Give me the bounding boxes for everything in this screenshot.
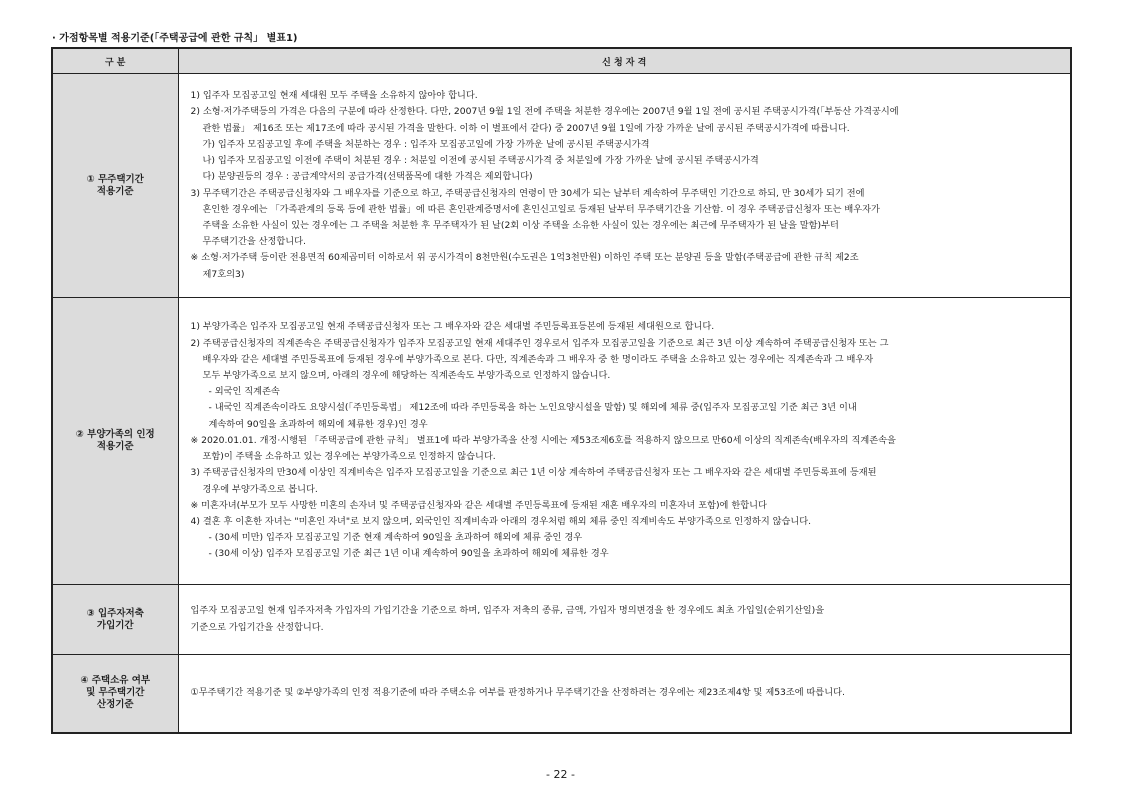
eligibility-table bbox=[51, 47, 1072, 734]
table-row bbox=[52, 298, 1071, 585]
content-line: 3) 주택공급신청자의 만30세 이상인 직계비속은 입주자 모집공고일을 기준으로 최근 1년 이상 계속하여 주택공급신청자 또는 그 배우자와 같은 세대별 주민등록표에 등재된 bbox=[190, 467, 877, 479]
content-line: - (30세 미만) 입주자 모집공고일 기준 현재 계속하여 90일을 초과하여 해외에 체류 중인 경우 bbox=[208, 532, 583, 544]
content-line: 모두 부양가족으로 보지 않으며, 아래의 경우에 해당하는 직계존속도 부양가족으로 인정하지 않습니다. bbox=[202, 370, 611, 382]
content-line: - (30세 이상) 입주자 모집공고일 기준 최근 1년 이내 계속하여 90일을 초과하여 해외에 체류한 경우 bbox=[208, 548, 609, 560]
content-line: ①무주택기간 적용기준 및 ②부양가족의 인정 적용기준에 따라 주택소유 여부를 판정하거나 무주택기간을 산정하려는 경우에는 제23조제4항 및 제53조에 따릅니다. bbox=[190, 687, 845, 699]
row-label: ④ 주택소유 여부 및 무주택기간 산정기준 bbox=[52, 655, 178, 733]
content-line: 계속하여 90일을 초과하여 해외에 체류한 경우)인 경우 bbox=[208, 418, 428, 430]
content-line: ※ 미혼자녀(부모가 모두 사망한 미혼의 손자녀 및 주택공급신청자와 같은 세대별 주민등록표에 등재된 재혼 배우자의 미혼자녀 포함)에 한합니다 bbox=[190, 499, 767, 511]
content-line: 경우에 부양가족으로 봅니다. bbox=[202, 483, 318, 495]
content-line: 혼인한 경우에는 「가족관계의 등록 등에 관한 법률」에 따른 혼인관계증명서에 혼인신고일로 등재된 날부터 무주택기간을 기산함. 이 경우 주택공급신청자 또는 배우자가 bbox=[202, 203, 880, 215]
row-content bbox=[178, 585, 1071, 655]
row-label: ③ 입주자저축 가입기간 bbox=[52, 585, 178, 655]
content-line: - 외국인 직계존속 bbox=[208, 386, 280, 398]
row-content bbox=[178, 74, 1071, 298]
content-line: 다) 분양권등의 경우 : 공급계약서의 공급가격(선택품목에 대한 가격은 제외합니다) bbox=[202, 171, 533, 183]
table-row bbox=[52, 655, 1071, 733]
row-label: ① 무주택기간 적용기준 bbox=[52, 74, 178, 298]
content-line: 입주자 모집공고일 현재 입주자저축 가입자의 가입기간을 기준으로 하며, 입주자 저축의 종류, 금액, 가입자 명의변경을 한 경우에도 최초 가입일(순위기산일)을 bbox=[190, 605, 825, 617]
content-line: 무주택기간을 산정합니다. bbox=[202, 236, 306, 248]
content-line: 가) 입주자 모집공고일 후에 주택을 처분하는 경우 : 입주자 모집공고일에 가장 가까운 날에 공시된 주택공시가격 bbox=[202, 138, 650, 150]
content-line: 관한 법률」 제16조 또는 제17조에 따라 공시된 가격을 말한다. 이하 이 별표에서 같다) 중 2007년 9월 1일에 가장 가까운 날에 공시된 주택공시가격에 따릅니다. bbox=[202, 122, 850, 134]
header-category: 구 분 bbox=[52, 48, 178, 74]
content-line: 제7호의3) bbox=[202, 268, 245, 280]
content-line: ※ 소형·저가주택 등이란 전용면적 60제곱미터 이하로서 위 공시가격이 8천만원(수도권은 1억3천만원) 이하인 주택 또는 분양권 등을 말함(주택공급에 관한 규칙 제2조 bbox=[190, 252, 859, 264]
content-line: 나) 입주자 모집공고일 이전에 주택이 처분된 경우 : 처분일 이전에 공시된 주택공시가격 중 처분일에 가장 가까운 날에 공시된 주택공시가격 bbox=[202, 155, 759, 167]
row-content bbox=[178, 655, 1071, 733]
row-content bbox=[178, 298, 1071, 585]
row-label: ② 부양가족의 인정 적용기준 bbox=[52, 298, 178, 585]
table-row bbox=[52, 585, 1071, 655]
table-row bbox=[52, 74, 1071, 298]
content-line: 2) 소형·저가주택등의 가격은 다음의 구분에 따라 산정한다. 다만, 2007년 9월 1일 전에 주택을 처분한 경우에는 2007년 9월 1일 전에 공시된 주택공시가격(「부동산 가격공시에 bbox=[190, 106, 899, 118]
content-line: 4) 결혼 후 이혼한 자녀는 "미혼인 자녀"로 보지 않으며, 외국인인 직계비속과 아래의 경우처럼 해외 체류 중인 직계비속도 부양가족으로 인정하지 않습니다. bbox=[190, 515, 812, 527]
content-line: 1) 입주자 모집공고일 현재 세대원 모두 주택을 소유하지 않아야 합니다. bbox=[190, 90, 478, 102]
page-number: - 22 - bbox=[546, 768, 575, 781]
document-title: · 가점항목별 적용기준(「주택공급에 관한 규칙」 별표1) bbox=[52, 33, 298, 44]
content-line: - 내국인 직계존속이라도 요양시설(「주민등록법」 제12조에 따라 주민등록을 하는 노인요양시설을 말함) 및 해외에 체류 중(입주자 모집공고일 기준 최근 3년 이내 bbox=[208, 402, 857, 414]
content-line: 3) 무주택기간은 주택공급신청자와 그 배우자를 기준으로 하고, 주택공급신청자의 연령이 만 30세가 되는 날부터 계속하여 무주택인 기간으로 하되, 만 30세가 되기 전에 bbox=[190, 187, 865, 199]
content-line: 1) 부양가족은 입주자 모집공고일 현재 주택공급신청자 또는 그 배우자와 같은 세대별 주민등록표등본에 등재된 세대원으로 합니다. bbox=[190, 321, 715, 333]
content-line: 기준으로 가입기간을 산정합니다. bbox=[190, 621, 324, 633]
content-line: 배우자와 같은 세대별 주민등록표에 등재된 경우에 부양가족으로 본다. 다만, 직계존속과 그 배우자 중 한 명이라도 주택을 소유하고 있는 경우에는 직계존속과 그 배우자 bbox=[202, 353, 874, 365]
header-qualification: 신 청 자 격 bbox=[178, 48, 1071, 74]
content-line: ※ 2020.01.01. 개정·시행된 「주택공급에 관한 규칙」 별표1에 따라 부양가족을 산정 시에는 제53조제6호를 적용하지 않으므로 만60세 이상의 직계존속(배우자의 직계존속을 bbox=[190, 434, 896, 446]
table-header-row bbox=[52, 48, 1071, 74]
content-line: 포함)이 주택을 소유하고 있는 경우에는 부양가족으로 인정하지 않습니다. bbox=[202, 451, 496, 463]
content-line: 2) 주택공급신청자의 직계존속은 주택공급신청자가 입주자 모집공고일 현재 세대주인 경우로서 입주자 모집공고일을 기준으로 최근 3년 이상 계속하여 주택공급신청자 또는 그 bbox=[190, 337, 889, 349]
content-line: 주택을 소유한 사실이 있는 경우에는 그 주택을 처분한 후 무주택자가 된 날(2회 이상 주택을 소유한 사실이 있는 경우에는 최근에 무주택자가 된 날을 말함)부터 bbox=[202, 219, 839, 231]
